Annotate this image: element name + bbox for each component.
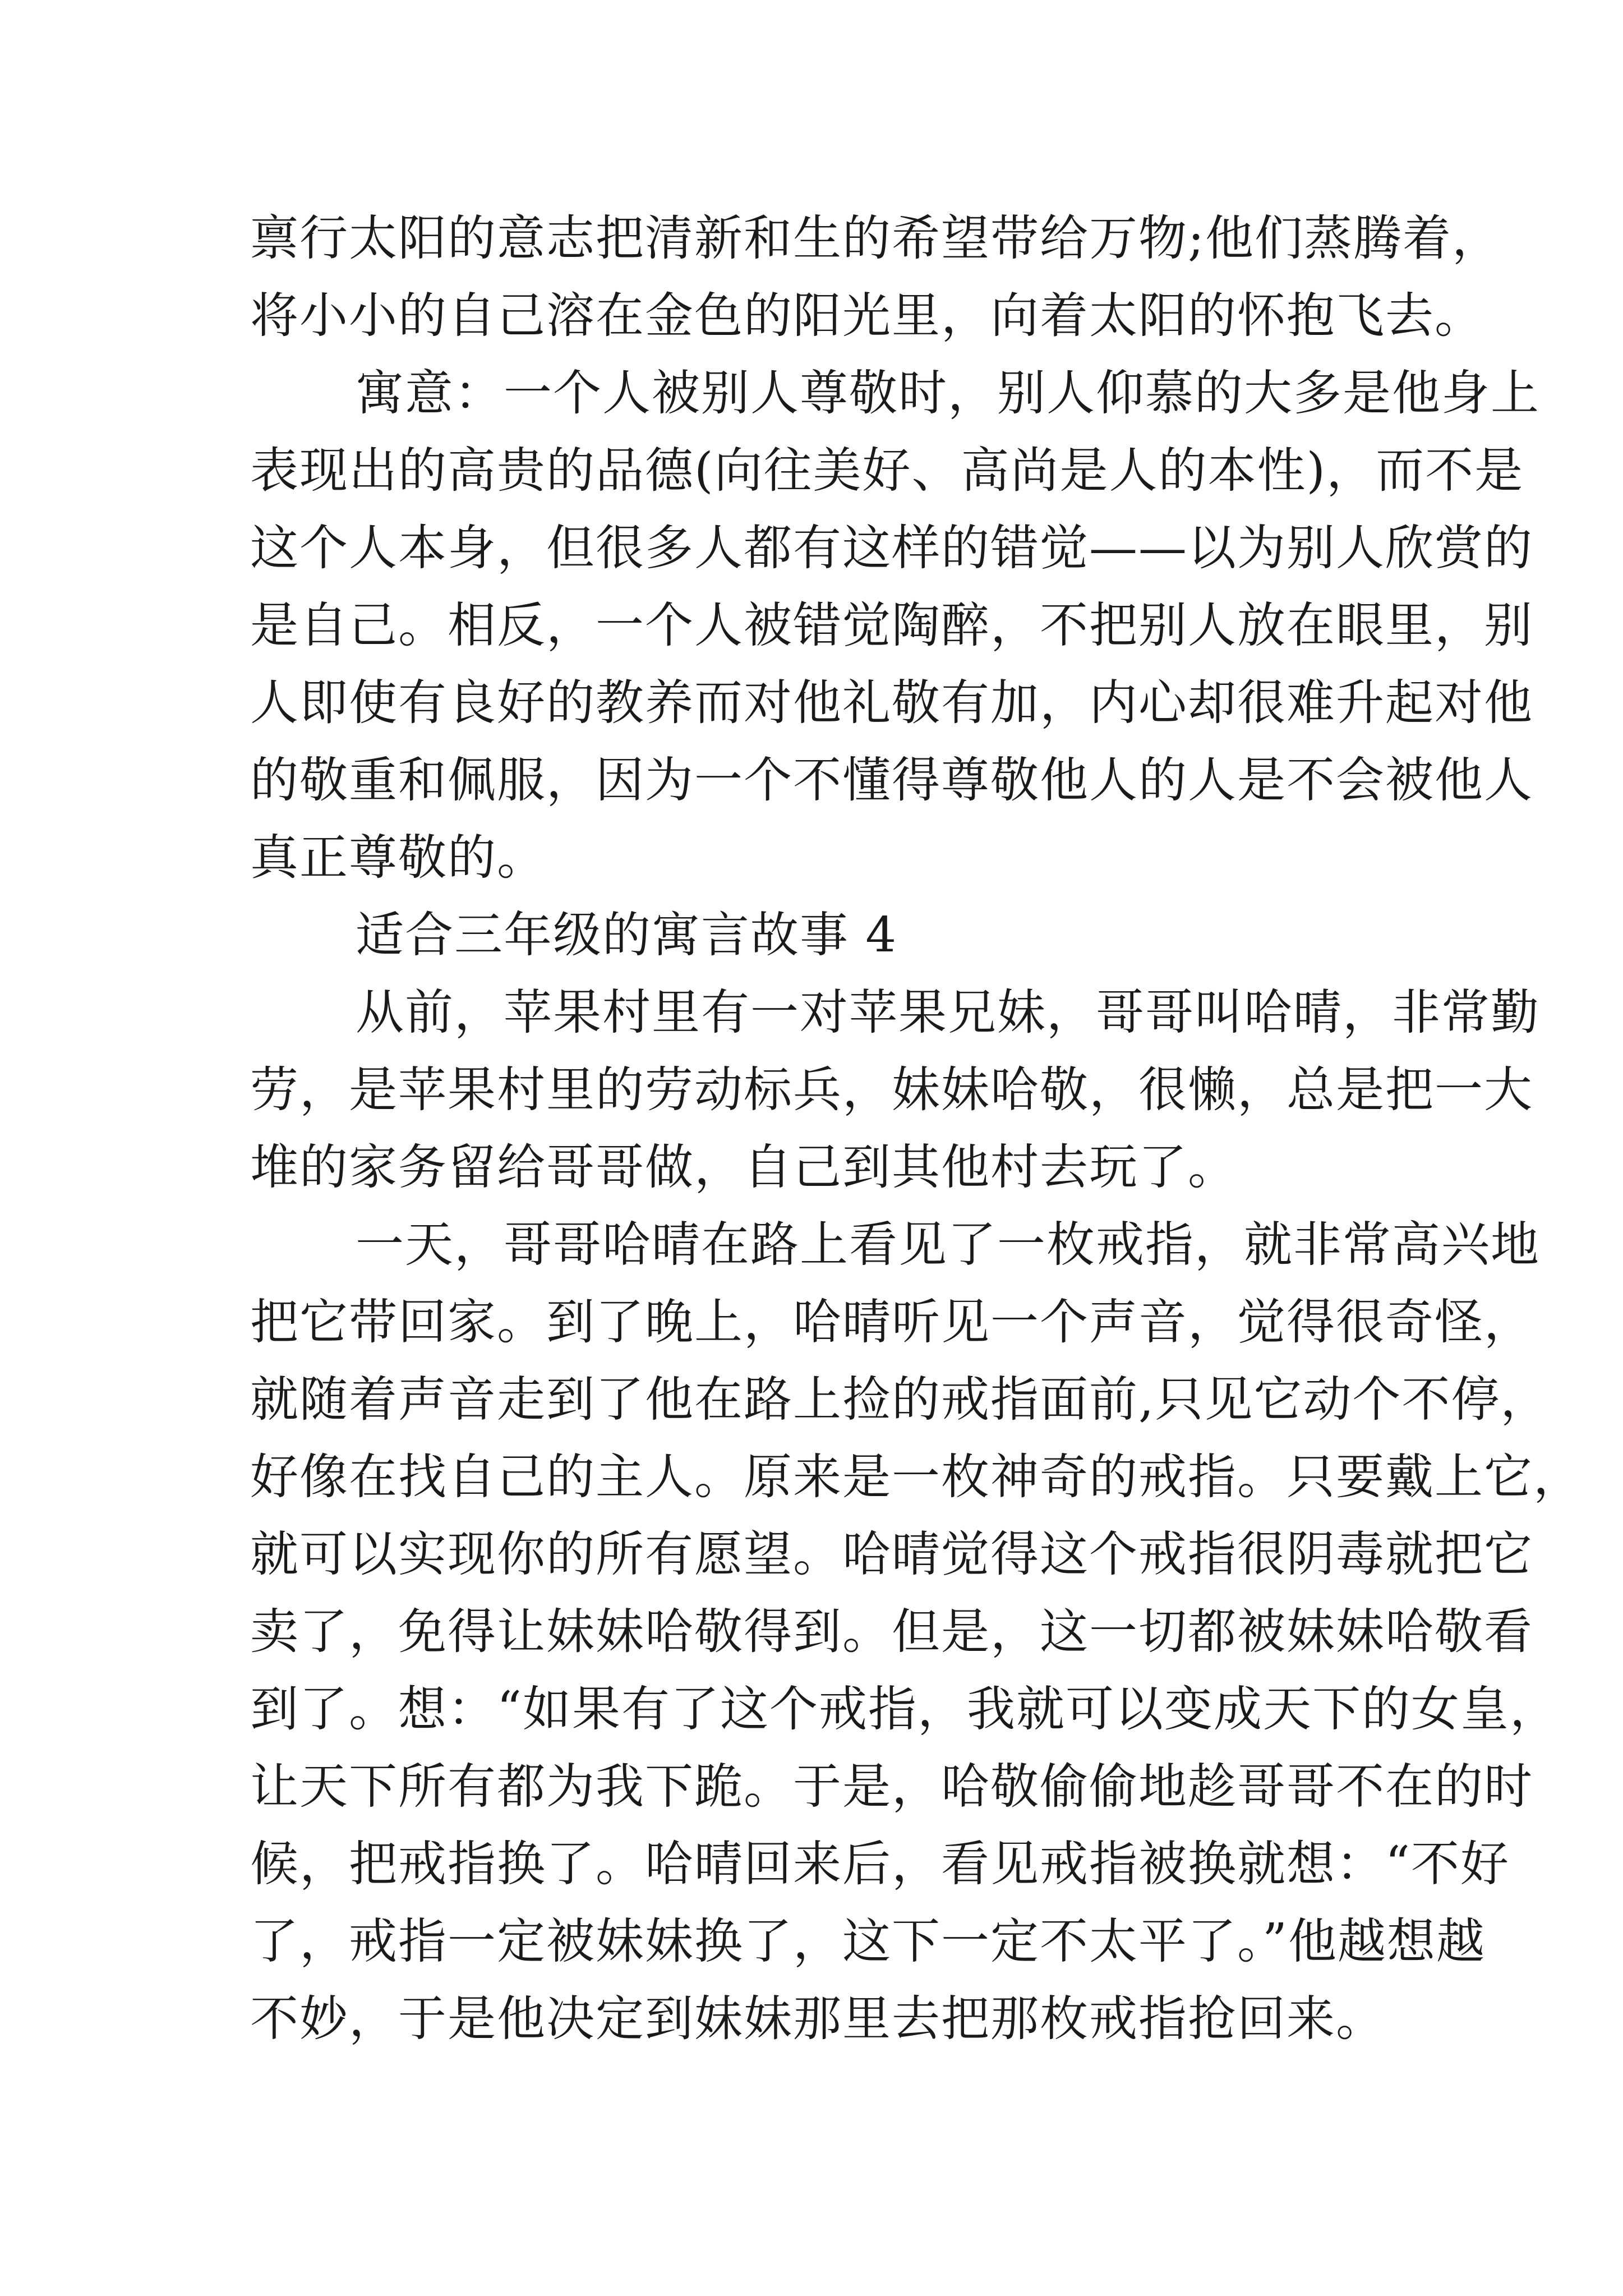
text-line: 不妙，于是他决定到妹妹那里去把那枚戒指抢回来。 <box>250 1991 1385 2047</box>
text-line: 把它带回家。到了晚上，哈晴听见一个声音，觉得很奇怪， <box>250 1294 1533 1350</box>
text-line: 人即使有良好的教养而对他礼敬有加，内心却很难升起对他 <box>250 675 1533 731</box>
text-line: 就可以实现你的所有愿望。哈晴觉得这个戒指很阴毒就把它 <box>250 1526 1533 1582</box>
text-line: 让天下所有都为我下跪。于是，哈敬偷偷地趁哥哥不在的时 <box>250 1759 1533 1815</box>
text-line: 劳，是苹果村里的劳动标兵，妹妹哈敬，很懒，总是把一大 <box>250 1062 1533 1118</box>
text-line: 真正尊敬的。 <box>250 830 546 886</box>
paragraph-start-line: 从前，苹果村里有一对苹果兄妹，哥哥叫哈晴，非常勤 <box>356 984 1540 1041</box>
paragraph-start-line: 寓意：一个人被别人尊敬时，别人仰慕的大多是他身上 <box>356 365 1540 421</box>
text-line: 卖了，免得让妹妹哈敬得到。但是，这一切都被妹妹哈敬看 <box>250 1604 1533 1660</box>
text-line: 的敬重和佩服，因为一个不懂得尊敬他人的人是不会被他人 <box>250 752 1533 808</box>
text-line: 就随着声音走到了他在路上捡的戒指面前,只见它动个不停， <box>250 1372 1550 1428</box>
text-line: 禀行太阳的意志把清新和生的希望带给万物;他们蒸腾着， <box>250 210 1501 266</box>
text-line: 这个人本身，但很多人都有这样的错觉——以为别人欣赏的 <box>250 520 1533 576</box>
text-line: 是自己。相反，一个人被错觉陶醉，不把别人放在眼里，别 <box>250 597 1533 654</box>
document-body <box>250 200 1583 2058</box>
text-line: 候，把戒指换了。哈晴回来后，看见戒指被换就想：“不好 <box>250 1836 1510 1892</box>
text-line: 堆的家务留给哥哥做，自己到其他村去玩了。 <box>250 1139 1237 1195</box>
text-line: 到了。想：“如果有了这个戒指，我就可以变成天下的女皇， <box>250 1681 1559 1737</box>
paragraph-start-line: 一天，哥哥哈晴在路上看见了一枚戒指，就非常高兴地 <box>356 1217 1540 1273</box>
text-line: 好像在找自己的主人。原来是一枚神奇的戒指。只要戴上它， <box>250 1449 1583 1505</box>
section-heading: 适合三年级的寓言故事 4 <box>356 907 898 963</box>
text-line: 将小小的自己溶在金色的阳光里，向着太阳的怀抱飞去。 <box>250 288 1484 344</box>
text-line: 了，戒指一定被妹妹换了，这下一定不太平了。”他越想越 <box>250 1913 1486 1970</box>
text-line: 表现出的高贵的品德(向往美好、高尚是人的本性)，而不是 <box>250 443 1524 499</box>
